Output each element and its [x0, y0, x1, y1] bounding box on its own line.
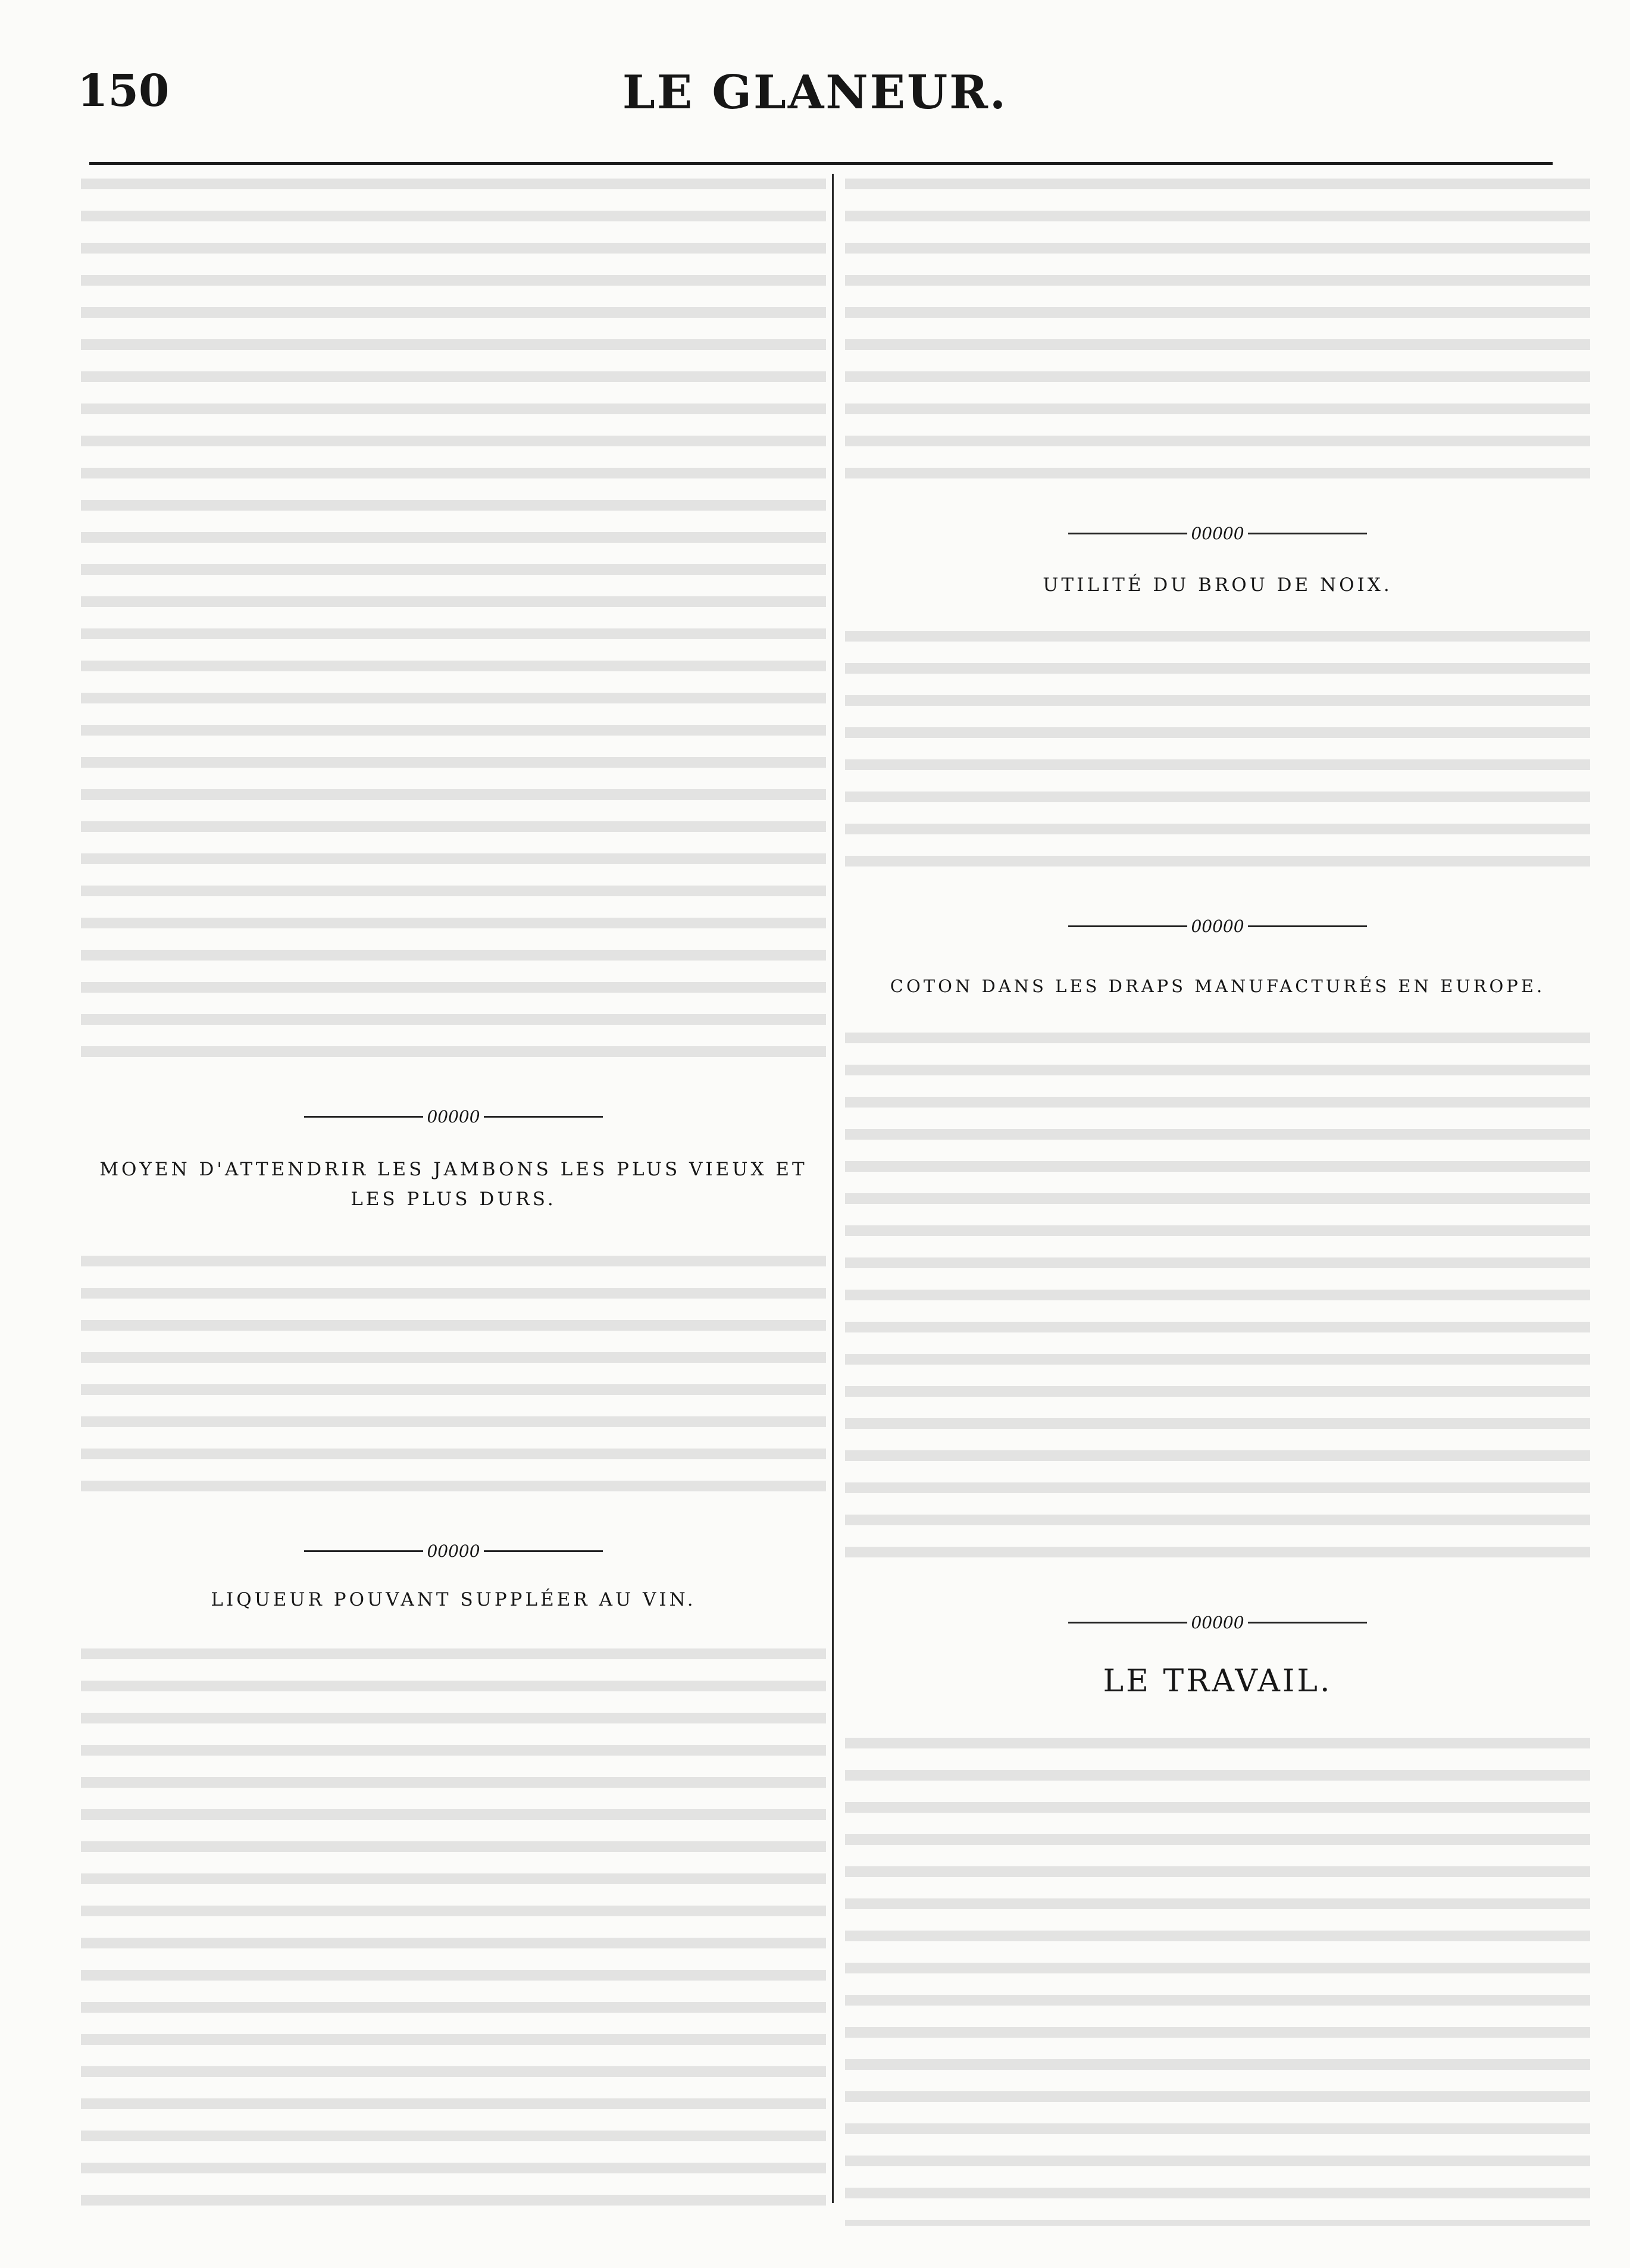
section-separator [81, 1541, 826, 1560]
section-separator [81, 1107, 826, 1126]
separator-rule [1248, 1622, 1367, 1623]
page-number: 150 [77, 65, 170, 117]
section-separator [845, 524, 1590, 543]
separator-rule [304, 1550, 423, 1552]
column-divider [832, 174, 834, 2203]
text-lines-placeholder [81, 1648, 826, 2220]
separator-rule [484, 1116, 603, 1118]
section-separator [845, 916, 1590, 936]
heading-moyen: MOYEN D'ATTENDRIR LES JAMBONS LES PLUS VIEUX ET LES PLUS DURS. [99, 1159, 808, 1210]
separator-rule [304, 1116, 423, 1118]
separator-rule [1068, 1622, 1187, 1623]
masthead-title: LE GLANEUR. [622, 65, 1008, 120]
separator-mark: 00000 [1191, 916, 1244, 936]
text-lines-placeholder [845, 631, 1590, 875]
text-block-consomme [81, 179, 826, 1071]
separator-rule [1068, 533, 1187, 534]
separator-rule [1248, 533, 1367, 534]
heading-utilite: UTILITÉ DU BROU DE NOIX. [1043, 574, 1393, 596]
text-lines-placeholder [845, 1738, 1590, 2226]
text-block-moyen [81, 1256, 826, 1506]
separator-mark: 00000 [427, 1106, 480, 1127]
left-column [81, 179, 826, 2244]
section-separator [845, 1613, 1590, 1632]
text-block-coton [845, 1033, 1590, 1571]
text-lines-placeholder [845, 1033, 1590, 1571]
text-block-liqueur [81, 1648, 826, 2220]
text-block-pomone [845, 179, 1590, 485]
separator-rule [1248, 925, 1367, 927]
heading-liqueur: LIQUEUR POUVANT SUPPLÉER AU VIN. [211, 1589, 696, 1610]
text-block-utilite [845, 631, 1590, 875]
header-rule [89, 162, 1553, 165]
separator-mark: 00000 [1191, 523, 1244, 543]
text-block-travail [845, 1738, 1590, 2226]
separator-mark: 00000 [1191, 1612, 1244, 1632]
text-lines-placeholder [845, 179, 1590, 485]
separator-rule [1068, 925, 1187, 927]
separator-rule [484, 1550, 603, 1552]
heading-coton: COTON DANS LES DRAPS MANUFACTURÉS EN EUROPE. [890, 976, 1545, 996]
right-column [845, 179, 1590, 2244]
text-lines-placeholder [81, 1256, 826, 1506]
heading-travail: LE TRAVAIL. [1103, 1663, 1332, 1699]
text-lines-placeholder [81, 179, 826, 1071]
separator-mark: 00000 [427, 1541, 480, 1561]
